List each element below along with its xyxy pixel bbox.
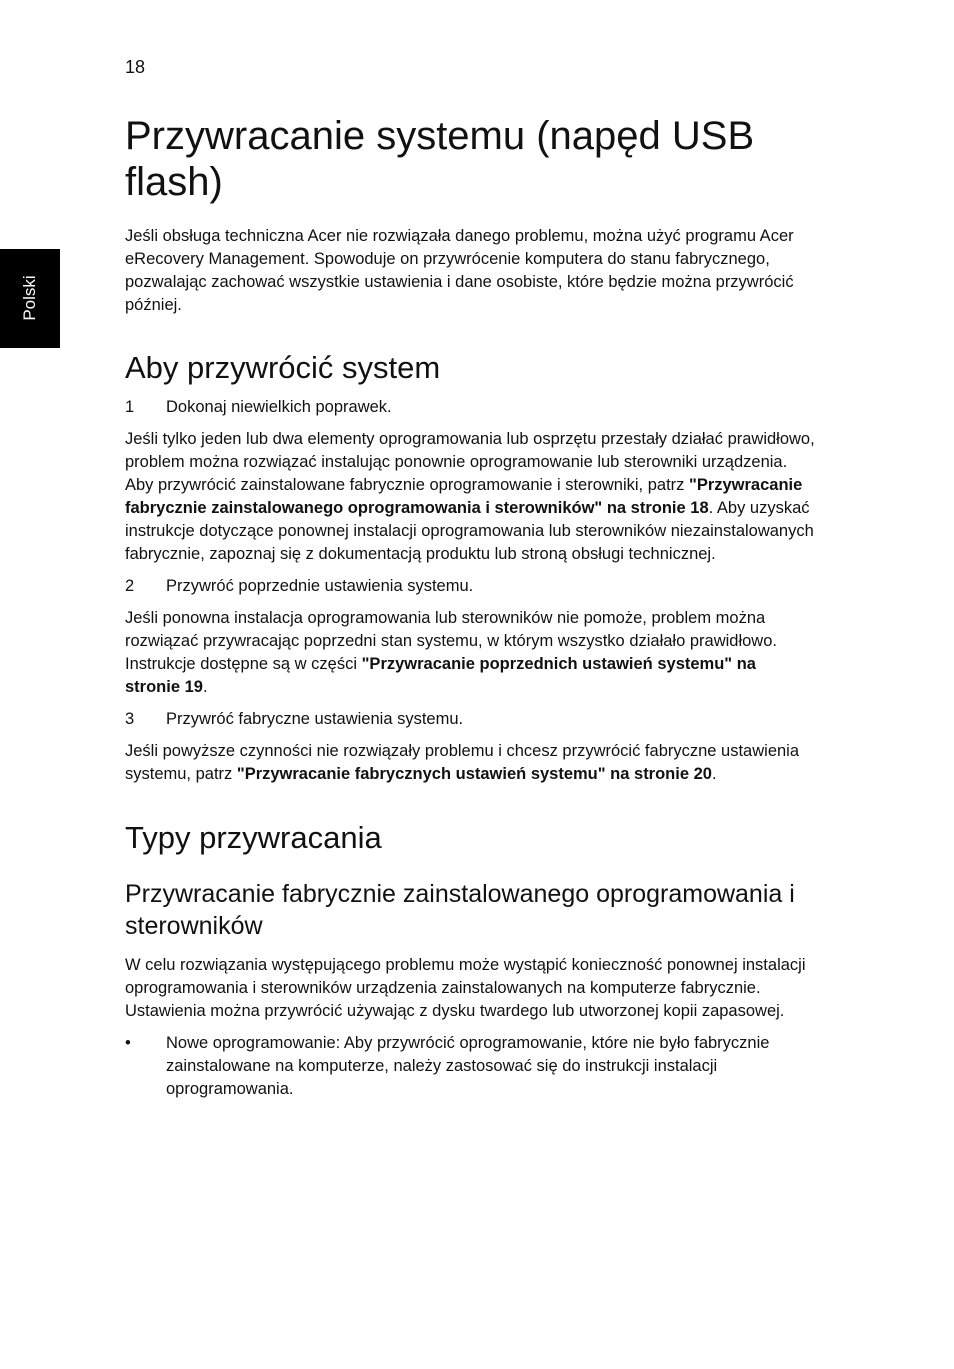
step-text: Dokonaj niewielkich poprawek. [166,398,392,416]
step-paragraph: Jeśli ponowna instalacja oprogramowania lub sterowników nie pomoże, problem można rozwiązać przywracając poprzedni stan systemu, w którym wszystko działało prawidłowo. Instrukcje dostępne są w części "Przywracanie poprzednich ustawień systemu" na stronie 19. [125,609,777,696]
step-item [125,708,815,731]
intro-paragraph: Jeśli obsługa techniczna Acer nie rozwiązała danego problemu, można użyć programu Acer eRecovery Management. Spowoduje on przywrócenie komputera do stanu fabrycznego, pozwalając zachować wszystkie ustawienia i dane osobiste, które będzie można przywrócić później. [125,227,794,314]
cross-reference-link[interactable]: "Przywracanie fabrycznych ustawień systemu" na stronie 20 [236,765,712,783]
cross-reference-link[interactable]: "Przywracanie fabrycznie zainstalowanego oprogramowania i sterowników" na stronie 18 [125,476,803,517]
page-number: 18 [125,57,146,77]
section-heading-restore: Aby przywrócić system [125,350,441,385]
section-heading-recovery-types: Typy przywracania [125,820,382,855]
step-text: Przywróć poprzednie ustawienia systemu. [166,577,474,595]
bullet-item [125,1032,815,1101]
step-text: Przywróć fabryczne ustawienia systemu. [166,710,464,728]
step-paragraph: Jeśli powyższe czynności nie rozwiązały problemu i chcesz przywrócić fabryczne ustawienia systemu, patrz "Przywracanie fabrycznych ustawień systemu" na stronie 20. [125,742,800,783]
language-tab [0,249,60,348]
page-content [125,113,815,1110]
subsection-heading: Przywracanie fabrycznie zainstalowanego oprogramowania i sterowników [125,880,795,940]
step-paragraph: Jeśli tylko jeden lub dwa elementy oprogramowania lub osprzętu przestały działać prawidłowo, problem można rozwiązać instalując ponownie oprogramowanie lub sterowniki urządzenia. Aby przywrócić zainstalowane fabrycznie oprogramowanie i sterowniki, patrz "Przywracanie fabrycznie zainstalowanego oprogramowania i sterowników" na stronie 18. Aby uzyskać instrukcje dotyczące ponownej instalacji oprogramowania lub sterowników niezainstalowanych fabrycznie, zapoznaj się z dokumentacją produktu lub stroną obsługi technicznej. [125,430,815,563]
language-tab-label: Polski [20,275,39,321]
step-number: 2 [125,577,135,595]
step-number: 1 [125,398,135,416]
cross-reference-link[interactable]: "Przywracanie poprzednich ustawień systemu" na stronie 19 [125,655,756,696]
subsection-paragraph: W celu rozwiązania występującego problemu może wystąpić konieczność ponownej instalacji oprogramowania i sterowników urządzenia zainstalowanych na komputerze fabrycznie. Ustawienia można przywrócić używając z dysku twardego lub utworzonej kopii zapasowej. [125,956,806,1020]
step-item [125,396,815,419]
bullet-mark: • [125,1034,131,1052]
step-item [125,575,815,598]
bullet-text: Nowe oprogramowanie: Aby przywrócić oprogramowanie, które nie było fabrycznie zainstalowane na komputerze, należy zastosować się do instrukcji instalacji oprogramowania. [166,1034,770,1098]
step-number: 3 [125,710,135,728]
page-title: Przywracanie systemu (napęd USB flash) [125,114,755,204]
